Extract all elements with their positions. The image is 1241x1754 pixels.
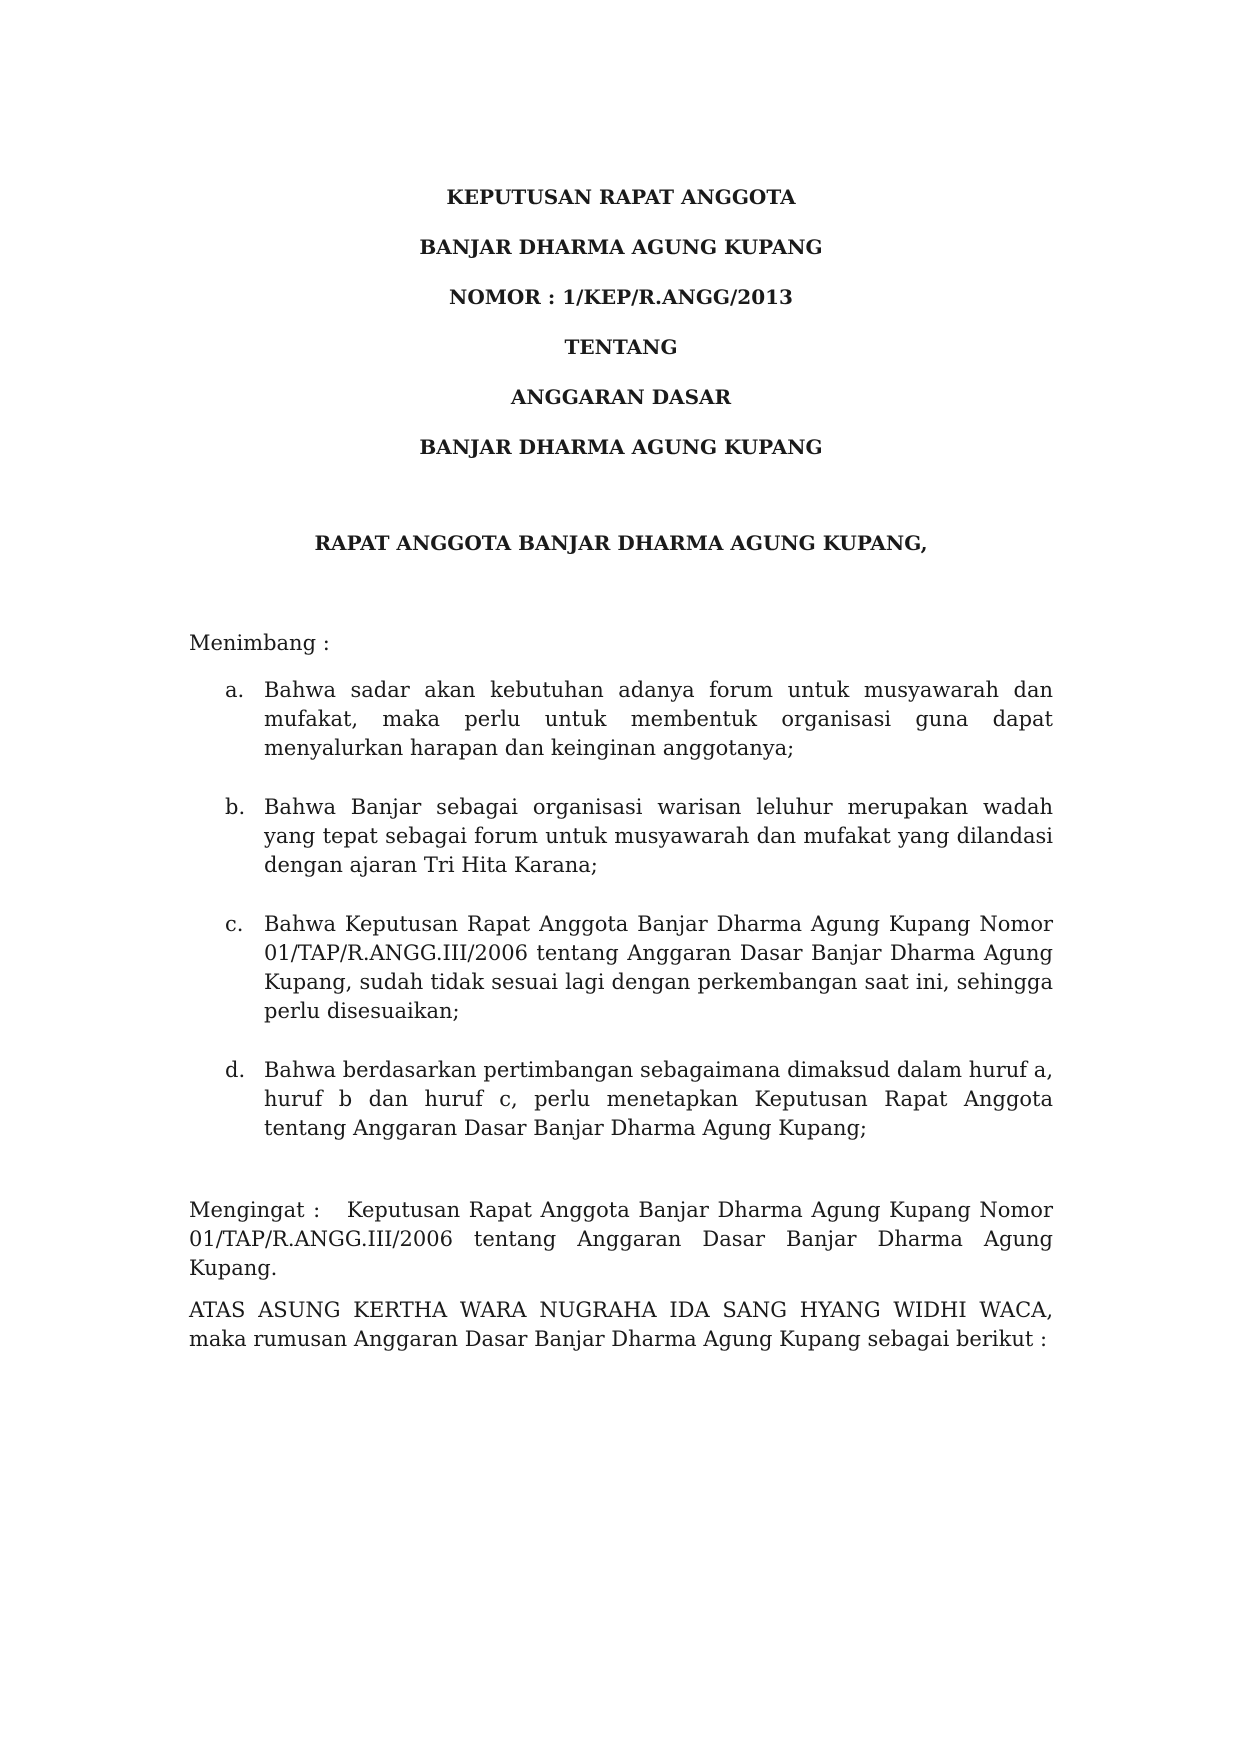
consideration-item [189,910,1053,1026]
consideration-letter: d. [225,1058,246,1082]
consideration-item [189,1056,1053,1143]
title-line-subject: ANGGARAN DASAR [510,385,732,409]
considerations-list [189,676,1053,1173]
consideration-text: Bahwa sadar akan kebutuhan adanya forum untuk musyawarah dan mufakat, maka perlu untuk membentuk organisasi guna dapat menyalurkan harapan dan keinginan anggotanya; [264,678,1053,760]
title-line-number: NOMOR : 1/KEP/R.ANGG/2013 [449,285,793,309]
mengingat-paragraph [189,1196,1053,1283]
assembly-heading: RAPAT ANGGOTA BANJAR DHARMA AGUNG KUPANG, [314,531,928,555]
title-line-decree: KEPUTUSAN RAPAT ANGGOTA [446,185,796,209]
consideration-text: Bahwa berdasarkan pertimbangan sebagaimana dimaksud dalam huruf a, huruf b dan huruf c, perlu menetapkan Keputusan Rapat Anggota tentang Anggaran Dasar Banjar Dharma Agung Kupang; [264,1058,1053,1140]
title-line-about: TENTANG [564,335,678,359]
title-line-organization: BANJAR DHARMA AGUNG KUPANG [419,235,823,259]
document-page [189,0,1053,1754]
consideration-item [189,676,1053,763]
consideration-letter: a. [225,678,245,702]
menimbang-label: Menimbang : [189,631,330,655]
consideration-text: Bahwa Banjar sebagai organisasi warisan leluhur merupakan wadah yang tepat sebagai forum untuk musyawarah dan mufakat yang dilandasi dengan ajaran Tri Hita Karana; [264,795,1053,877]
closing-paragraph: ATAS ASUNG KERTHA WARA NUGRAHA IDA SANG HYANG WIDHI WACA, maka rumusan Anggaran Dasar Banjar Dharma Agung Kupang sebagai berikut : [189,1298,1053,1351]
consideration-text: Bahwa Keputusan Rapat Anggota Banjar Dharma Agung Kupang Nomor 01/TAP/R.ANGG.III/2006 tentang Anggaran Dasar Banjar Dharma Agung Kupang, sudah tidak sesuai lagi dengan perkembangan saat ini, sehingga perlu disesuaikan; [264,912,1053,1023]
title-line-organization-2: BANJAR DHARMA AGUNG KUPANG [419,435,823,459]
consideration-letter: b. [225,795,246,819]
consideration-letter: c. [225,912,244,936]
consideration-item [189,793,1053,880]
mengingat-label: Mengingat : [189,1198,321,1222]
decree-title [189,172,1053,472]
mengingat-text: Keputusan Rapat Anggota Banjar Dharma Agung Kupang Nomor 01/TAP/R.ANGG.III/2006 tentang Anggaran Dasar Banjar Dharma Agung Kupang. [189,1198,1053,1280]
